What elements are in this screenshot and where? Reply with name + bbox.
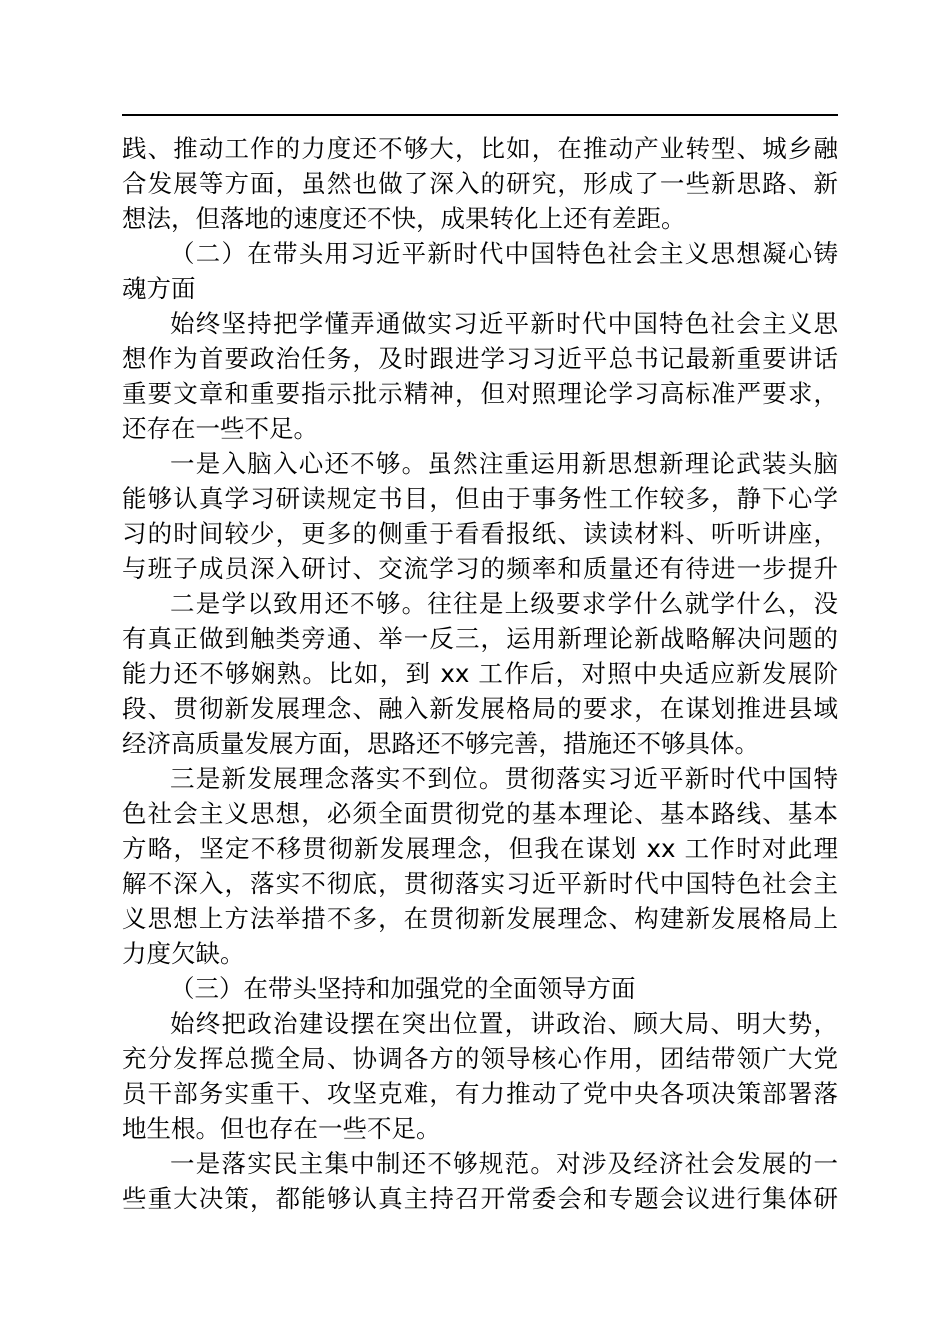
text-line: 重要文章和重要指示批示精神，但对照理论学习高标准严要求， <box>122 379 838 408</box>
text-line: 段、贯彻新发展理念、融入新发展格局的要求，在谋划推进县域 <box>122 694 838 723</box>
text-line: 能够认真学习研读规定书目，但由于事务性工作较多，静下心学 <box>122 484 838 513</box>
header-rule <box>122 114 838 116</box>
text-line: 一是入脑入心还不够。虽然注重运用新思想新理论武装头脑 <box>170 449 838 478</box>
text-line: 一是落实民主集中制还不够规范。对涉及经济社会发展的一 <box>170 1149 838 1178</box>
text-line: 合发展等方面，虽然也做了深入的研究，形成了一些新思路、新 <box>122 169 838 198</box>
section-heading: （三）在带头坚持和加强党的全面领导方面 <box>170 974 636 1003</box>
text-line: 想作为首要政治任务，及时跟进学习习近平总书记最新重要讲话 <box>122 344 838 373</box>
text-line: 充分发挥总揽全局、协调各方的领导核心作用，团结带领广大党 <box>122 1044 838 1073</box>
text-line: 二是学以致用还不够。往往是上级要求学什么就学什么，没 <box>170 589 838 618</box>
section-heading: 魂方面 <box>122 274 196 303</box>
text-line: 方略，坚定不移贯彻新发展理念，但我在谋划 xx 工作时对此理 <box>122 834 838 863</box>
text-line: 还存在一些不足。 <box>122 414 318 443</box>
text-line: 些重大决策，都能够认真主持召开常委会和专题会议进行集体研 <box>122 1184 838 1213</box>
text-line: 地生根。但也存在一些不足。 <box>122 1114 441 1143</box>
text-line: 色社会主义思想，必须全面贯彻党的基本理论、基本路线、基本 <box>122 799 838 828</box>
text-line: 践、推动工作的力度还不够大，比如，在推动产业转型、城乡融 <box>122 134 838 163</box>
section-heading: （二）在带头用习近平新时代中国特色社会主义思想凝心铸 <box>170 239 838 268</box>
text-line: 员干部务实重干、攻坚克难，有力推动了党中央各项决策部署落 <box>122 1079 838 1108</box>
text-line: 力度欠缺。 <box>122 939 245 968</box>
text-line: 三是新发展理念落实不到位。贯彻落实习近平新时代中国特 <box>170 764 838 793</box>
text-line: 习的时间较少，更多的侧重于看看报纸、读读材料、听听讲座， <box>122 519 838 548</box>
text-line: 义思想上方法举措不多，在贯彻新发展理念、构建新发展格局上 <box>122 904 838 933</box>
text-line: 有真正做到触类旁通、举一反三，运用新理论新战略解决问题的 <box>122 624 838 653</box>
text-line: 始终坚持把学懂弄通做实习近平新时代中国特色社会主义思 <box>170 309 838 338</box>
text-line: 经济高质量发展方面，思路还不够完善，措施还不够具体。 <box>122 729 759 758</box>
text-line: 与班子成员深入研讨、交流学习的频率和质量还有待进一步提升 <box>122 554 838 583</box>
text-line: 能力还不够娴熟。比如，到 xx 工作后，对照中央适应新发展阶 <box>122 659 838 688</box>
text-line: 始终把政治建设摆在突出位置，讲政治、顾大局、明大势， <box>170 1009 838 1038</box>
text-line: 解不深入，落实不彻底，贯彻落实习近平新时代中国特色社会主 <box>122 869 838 898</box>
text-line: 想法，但落地的速度还不快，成果转化上还有差距。 <box>122 204 686 233</box>
